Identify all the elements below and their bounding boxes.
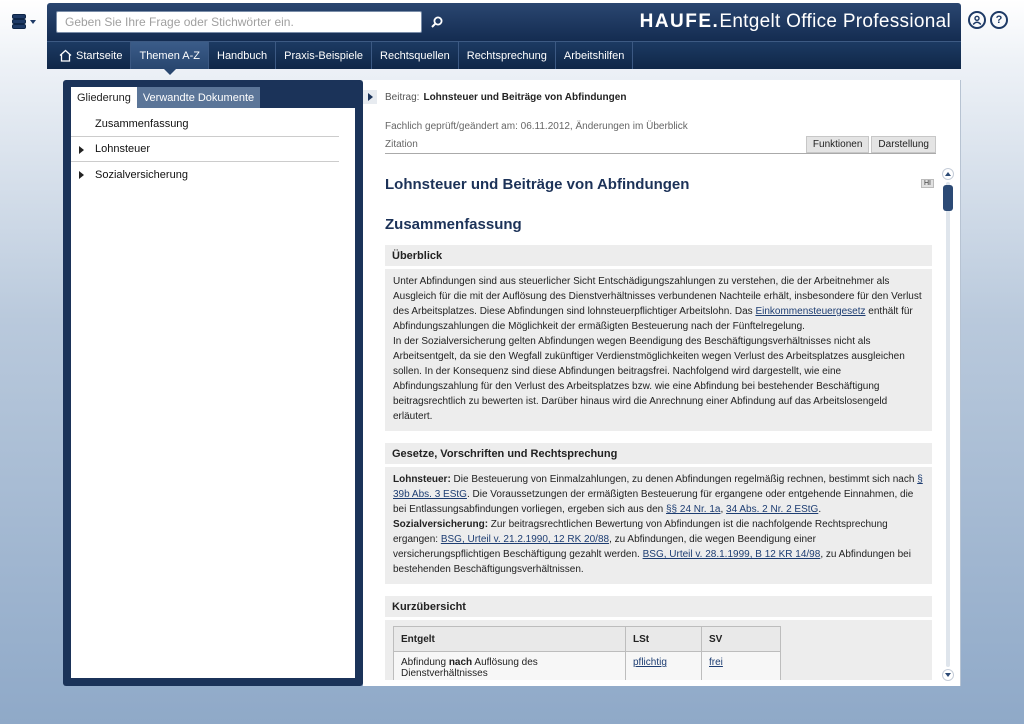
nav-item-handbuch[interactable] bbox=[209, 42, 276, 69]
hi-badge[interactable]: HI bbox=[921, 179, 934, 188]
table-cell bbox=[702, 652, 781, 681]
vertical-scrollbar[interactable] bbox=[941, 168, 955, 683]
law-link[interactable]: § 39b Abs. 3 EStG bbox=[393, 474, 923, 500]
help-icon[interactable]: ? bbox=[990, 11, 1008, 29]
document-view bbox=[363, 80, 961, 686]
tree-item-zusammenfassung[interactable] bbox=[71, 112, 339, 137]
review-date-text: Fachlich geprüft/geändert am: 06.11.2012, Änderungen im Überblick bbox=[385, 121, 688, 132]
arrow-right-icon bbox=[368, 93, 373, 101]
nav-item-startseite[interactable] bbox=[51, 42, 131, 69]
layers-icon bbox=[11, 14, 27, 30]
tab-gliederung[interactable]: Gliederung bbox=[71, 87, 137, 108]
chevron-up-icon bbox=[945, 172, 951, 176]
section-title: Zusammenfassung bbox=[385, 216, 522, 233]
scroll-down-button[interactable] bbox=[942, 669, 954, 681]
scroll-track[interactable] bbox=[946, 182, 950, 667]
column-header: SV bbox=[702, 627, 781, 652]
breadcrumb: Beitrag: Lohnsteuer und Beiträge von Abfindungen bbox=[385, 92, 627, 103]
panel-tabs bbox=[71, 87, 355, 108]
summary-section bbox=[385, 596, 932, 680]
tree-item-sozialversicherung[interactable] bbox=[71, 162, 339, 187]
outline-tree bbox=[71, 108, 355, 678]
nav-item-label: Praxis-Beispiele bbox=[284, 49, 364, 62]
section-text: Unter Abfindungen sind aus steuerlicher Sicht Entschädigungszahlungen zu verstehen, die der Arbeitnehmer als Ausgleich für die mit der Auflösung des Dienstverhältnisses verbundenen Nachteile erhält, insbesondere für den Verlust des Arbeitsplatzes. Diese Abfindungen sind lohnsteuerpflichtiger Arbeitslohn. Das Einkommensteuergesetz enthält für Abfindungszahlungen die Möglichkeit der ermäßigten Besteuerung nach der Fünftelregelung. In der Sozialversicherung gelten Abfindungen wegen Beendigung des Beschäftigungsverhältnisses nicht als Arbeitsentgelt, da sie den Wegfall zukünftiger Verdienstmöglichkeiten wegen Verlust des Arbeitsplatzes ausgleichen sollen. In der Konsequenz sind diese Abfindungen beitragsfrei. Nachfolgend wird dargestellt, wie eine Abfindungszahlung für den Verlust des Arbeitsplatzes bzw. wie eine Abfindung bei bestehender Beschäftigung beitragsrechtlich zu bewerten ist. Darüber hinaus wird die Anrechnung einer Abfindung auf das Arbeitslosengeld erläutert. bbox=[393, 276, 922, 422]
divider bbox=[385, 153, 936, 154]
section-heading: Kurzübersicht bbox=[385, 596, 932, 620]
document-body bbox=[385, 168, 937, 680]
expand-arrow-icon[interactable] bbox=[79, 146, 84, 154]
tree-item-label: Zusammenfassung bbox=[95, 118, 189, 130]
tab-verwandte-dokumente[interactable]: Verwandte Dokumente bbox=[137, 87, 260, 108]
table-cell: Abfindung nach Auflösung des Dienstverhältnisses bbox=[394, 652, 626, 681]
nav-item-arbeitshilfen[interactable] bbox=[556, 42, 634, 69]
user-icon[interactable] bbox=[968, 11, 986, 29]
section-heading: Gesetze, Vorschriften und Rechtsprechung bbox=[385, 443, 932, 467]
nav-item-label: Arbeitshilfen bbox=[563, 49, 625, 62]
document-toolbar bbox=[806, 136, 936, 153]
search-box bbox=[56, 11, 422, 33]
column-header: LSt bbox=[626, 627, 702, 652]
ruling-link[interactable]: BSG, Urteil v. 28.1.1999, B 12 KR 14/98 bbox=[642, 549, 821, 560]
summary-table bbox=[393, 626, 781, 680]
expand-arrow-icon[interactable] bbox=[79, 171, 84, 179]
section-text: Lohnsteuer: Die Besteuerung von Einmalzahlungen, zu denen Abfindungen regelmäßig rechnen, bestimmt sich nach § 39b Abs. 3 EStG. Die Voraussetzungen der ermäßigten Besteuerung für ergangene oder entgehende Einnahmen, die bei Entlassungsabfindungen vorliegen, ergeben sich aus den §§ 24 Nr. 1a, 34 Abs. 2 Nr. 2 EStG. Sozialversicherung: Zur beitragsrechtlichen Bewertung von Abfindungen ist die nachfolgende Rechtsprechung ergangen: BSG, Urteil v. 21.2.1990, 12 RK 20/88, zu Abfindungen, die wegen Beendigung einer versicherungspflichtigen Beschäftigung gezahlt werden. BSG, Urteil v. 28.1.1999, B 12 KR 14/98, zu Abfindungen bei bestehenden Beschäftigungsverhältnissen. bbox=[393, 474, 923, 575]
display-button[interactable]: Darstellung bbox=[871, 136, 936, 153]
search-icon bbox=[431, 16, 443, 28]
scroll-thumb[interactable] bbox=[943, 185, 953, 211]
law-link[interactable]: Einkommensteuergesetz bbox=[755, 306, 866, 317]
law-link[interactable]: §§ 24 Nr. 1a bbox=[665, 504, 721, 515]
search-input[interactable] bbox=[56, 11, 422, 33]
scroll-up-button[interactable] bbox=[942, 168, 954, 180]
home-icon bbox=[59, 49, 72, 62]
toggle-outline-button[interactable] bbox=[363, 90, 377, 104]
tree-item-label: Sozialversicherung bbox=[95, 168, 188, 181]
nav-item-label: Handbuch bbox=[217, 49, 268, 62]
section-heading: Überblick bbox=[385, 245, 932, 269]
nav-item-rechtsquellen[interactable] bbox=[372, 42, 459, 69]
laws-section bbox=[385, 443, 932, 584]
main-nav bbox=[47, 41, 961, 69]
functions-button[interactable]: Funktionen bbox=[806, 136, 869, 153]
lst-link[interactable]: pflichtig bbox=[633, 657, 667, 668]
nav-item-label: Themen A-Z bbox=[139, 49, 200, 62]
header-icons bbox=[968, 11, 1008, 29]
overview-section bbox=[385, 245, 932, 431]
sv-link[interactable]: frei bbox=[709, 657, 723, 668]
nav-item-praxis-beispiele[interactable] bbox=[276, 42, 372, 69]
nav-item-themen-a-z[interactable] bbox=[131, 42, 209, 69]
column-header: Entgelt bbox=[394, 627, 626, 652]
app-switcher-button[interactable] bbox=[0, 0, 46, 44]
search-button[interactable] bbox=[424, 11, 450, 33]
nav-item-label: Startseite bbox=[76, 49, 123, 62]
top-bar bbox=[47, 3, 961, 41]
tree-item-lohnsteuer[interactable] bbox=[71, 137, 339, 162]
citation-link[interactable]: Zitation bbox=[385, 139, 418, 150]
outline-panel bbox=[63, 80, 363, 686]
law-link[interactable]: 34 Abs. 2 Nr. 2 EStG bbox=[726, 504, 819, 515]
table-header-row bbox=[394, 627, 781, 652]
chevron-down-icon bbox=[30, 20, 36, 24]
nav-item-label: Rechtsprechung bbox=[466, 49, 547, 62]
chevron-down-icon bbox=[945, 673, 951, 677]
brand-logo: HAUFE.Entgelt Office Professional bbox=[639, 11, 951, 32]
tree-item-label: Lohnsteuer bbox=[95, 143, 151, 155]
nav-item-rechtsprechung[interactable] bbox=[459, 42, 556, 69]
ruling-link[interactable]: BSG, Urteil v. 21.2.1990, 12 RK 20/88 bbox=[440, 534, 610, 545]
table-row bbox=[394, 652, 781, 681]
nav-item-label: Rechtsquellen bbox=[380, 49, 450, 62]
table-cell bbox=[626, 652, 702, 681]
document-title: Lohnsteuer und Beiträge von Abfindungen bbox=[385, 176, 690, 193]
